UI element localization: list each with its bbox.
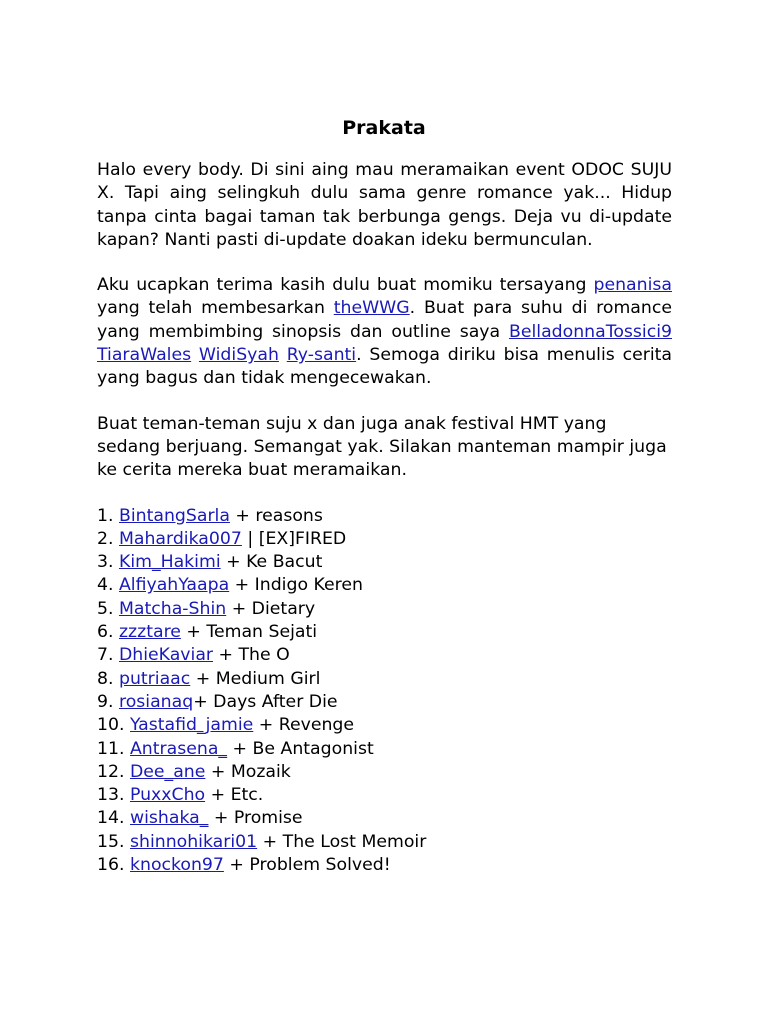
list-item — [97, 738, 672, 761]
list-item — [97, 691, 672, 714]
story-title: + Problem Solved! — [223, 855, 391, 876]
user-link[interactable]: AlfiyahYaapa — [118, 575, 230, 596]
user-link[interactable]: knockon97 — [129, 855, 224, 876]
story-title: + Medium Girl — [190, 668, 321, 689]
list-item — [97, 784, 672, 807]
story-title: + Promise — [208, 808, 303, 829]
thanks-paragraph — [97, 274, 672, 390]
user-link[interactable]: wishaka_ — [129, 808, 209, 829]
list-item — [97, 831, 672, 854]
spacer — [279, 345, 287, 365]
story-title: + The Lost Memoir — [257, 831, 427, 852]
list-item — [97, 551, 672, 574]
list-item — [97, 854, 672, 877]
user-link[interactable]: zzztare — [118, 622, 181, 643]
story-link-thewwg[interactable]: theWWG — [333, 298, 410, 319]
list-number: 7. — [97, 645, 119, 666]
list-number: 13. — [97, 785, 130, 806]
list-number: 14. — [97, 808, 130, 829]
user-link[interactable]: shinnohikari01 — [129, 831, 258, 852]
user-link[interactable]: Antrasena_ — [129, 738, 228, 759]
user-link-tiarawales[interactable]: TiaraWales — [97, 345, 192, 366]
intro-paragraph: Halo every body. Di sini aing mau meramaikan event ODOC SUJU X. Tapi aing selingkuh dulu sama genre romance yak... Hidup tanpa cinta bagai taman tak berbunga gengs. Deja vu di-update kapan? Nanti pasti di-update doakan ideku bermunculan. — [97, 160, 672, 250]
user-link[interactable]: Mahardika007 — [118, 528, 242, 549]
spacer — [191, 345, 199, 365]
user-link[interactable]: Kim_Hakimi — [118, 552, 221, 573]
user-link[interactable]: BintangSarla — [118, 505, 230, 526]
story-title: + Etc. — [205, 785, 264, 806]
story-title: + Days After Die — [193, 691, 338, 712]
user-link[interactable]: rosianaq — [118, 691, 194, 712]
list-item — [97, 644, 672, 667]
friends-paragraph: Buat teman-teman suju x dan juga anak festival HMT yang sedang berjuang. Semangat yak. Silakan manteman mampir juga ke cerita mereka buat meramaikan. — [97, 413, 667, 481]
list-number: 12. — [97, 761, 130, 782]
user-link[interactable]: DhieKaviar — [118, 645, 214, 666]
user-link[interactable]: putriaac — [118, 668, 191, 689]
list-number: 2. — [97, 528, 119, 549]
thanks-text-1: Aku ucapkan terima kasih dulu buat momiku tersayang — [97, 275, 594, 296]
page-title: Prakata — [342, 117, 426, 139]
list-number: 6. — [97, 622, 119, 643]
user-link-penanisa[interactable]: penanisa — [593, 275, 672, 296]
list-item — [97, 505, 672, 528]
user-link[interactable]: Matcha-Shin — [118, 598, 227, 619]
thanks-text-2: yang telah membesarkan — [97, 298, 334, 319]
list-number: 15. — [97, 831, 130, 852]
story-title: + Revenge — [253, 715, 355, 736]
list-item — [97, 761, 672, 784]
story-title: + reasons — [229, 505, 323, 526]
list-number: 1. — [97, 505, 119, 526]
user-link[interactable]: Yastafid_jamie — [129, 715, 254, 736]
document-body — [97, 159, 672, 877]
story-title: + Indigo Keren — [229, 575, 363, 596]
story-title: + Teman Sejati — [180, 622, 318, 643]
thanks-text-4: . Semoga diriku bisa menulis cerita yang bagus dan tidak mengecewakan. — [97, 345, 672, 389]
user-link[interactable]: PuxxCho — [129, 785, 206, 806]
list-item — [97, 621, 672, 644]
list-number: 5. — [97, 598, 119, 619]
story-title: + Be Antagonist — [227, 738, 374, 759]
list-item — [97, 574, 672, 597]
list-number: 11. — [97, 738, 130, 759]
list-number: 10. — [97, 715, 130, 736]
story-title: + Dietary — [226, 598, 316, 619]
list-number: 16. — [97, 855, 130, 876]
user-link[interactable]: Dee_ane — [129, 761, 206, 782]
list-number: 3. — [97, 552, 119, 573]
story-title: + The O — [213, 645, 290, 666]
user-link-widisyah[interactable]: WidiSyah — [198, 345, 279, 366]
list-number: 4. — [97, 575, 119, 596]
story-title: + Mozaik — [205, 761, 291, 782]
story-title: | [EX]FIRED — [241, 528, 347, 549]
story-list — [97, 505, 672, 878]
list-item — [97, 668, 672, 691]
list-item — [97, 807, 672, 830]
list-number: 8. — [97, 668, 119, 689]
user-link-belladonnatossici9[interactable]: BelladonnaTossici9 — [508, 321, 672, 342]
story-title: + Ke Bacut — [220, 552, 323, 573]
list-item — [97, 714, 672, 737]
list-number: 9. — [97, 691, 119, 712]
thanks-text-3: . Buat para suhu di romance yang membimbing sinopsis dan outline saya — [97, 298, 672, 342]
user-link-ry-santi[interactable]: Ry-santi — [286, 345, 357, 366]
list-item — [97, 598, 672, 621]
list-item — [97, 528, 672, 551]
